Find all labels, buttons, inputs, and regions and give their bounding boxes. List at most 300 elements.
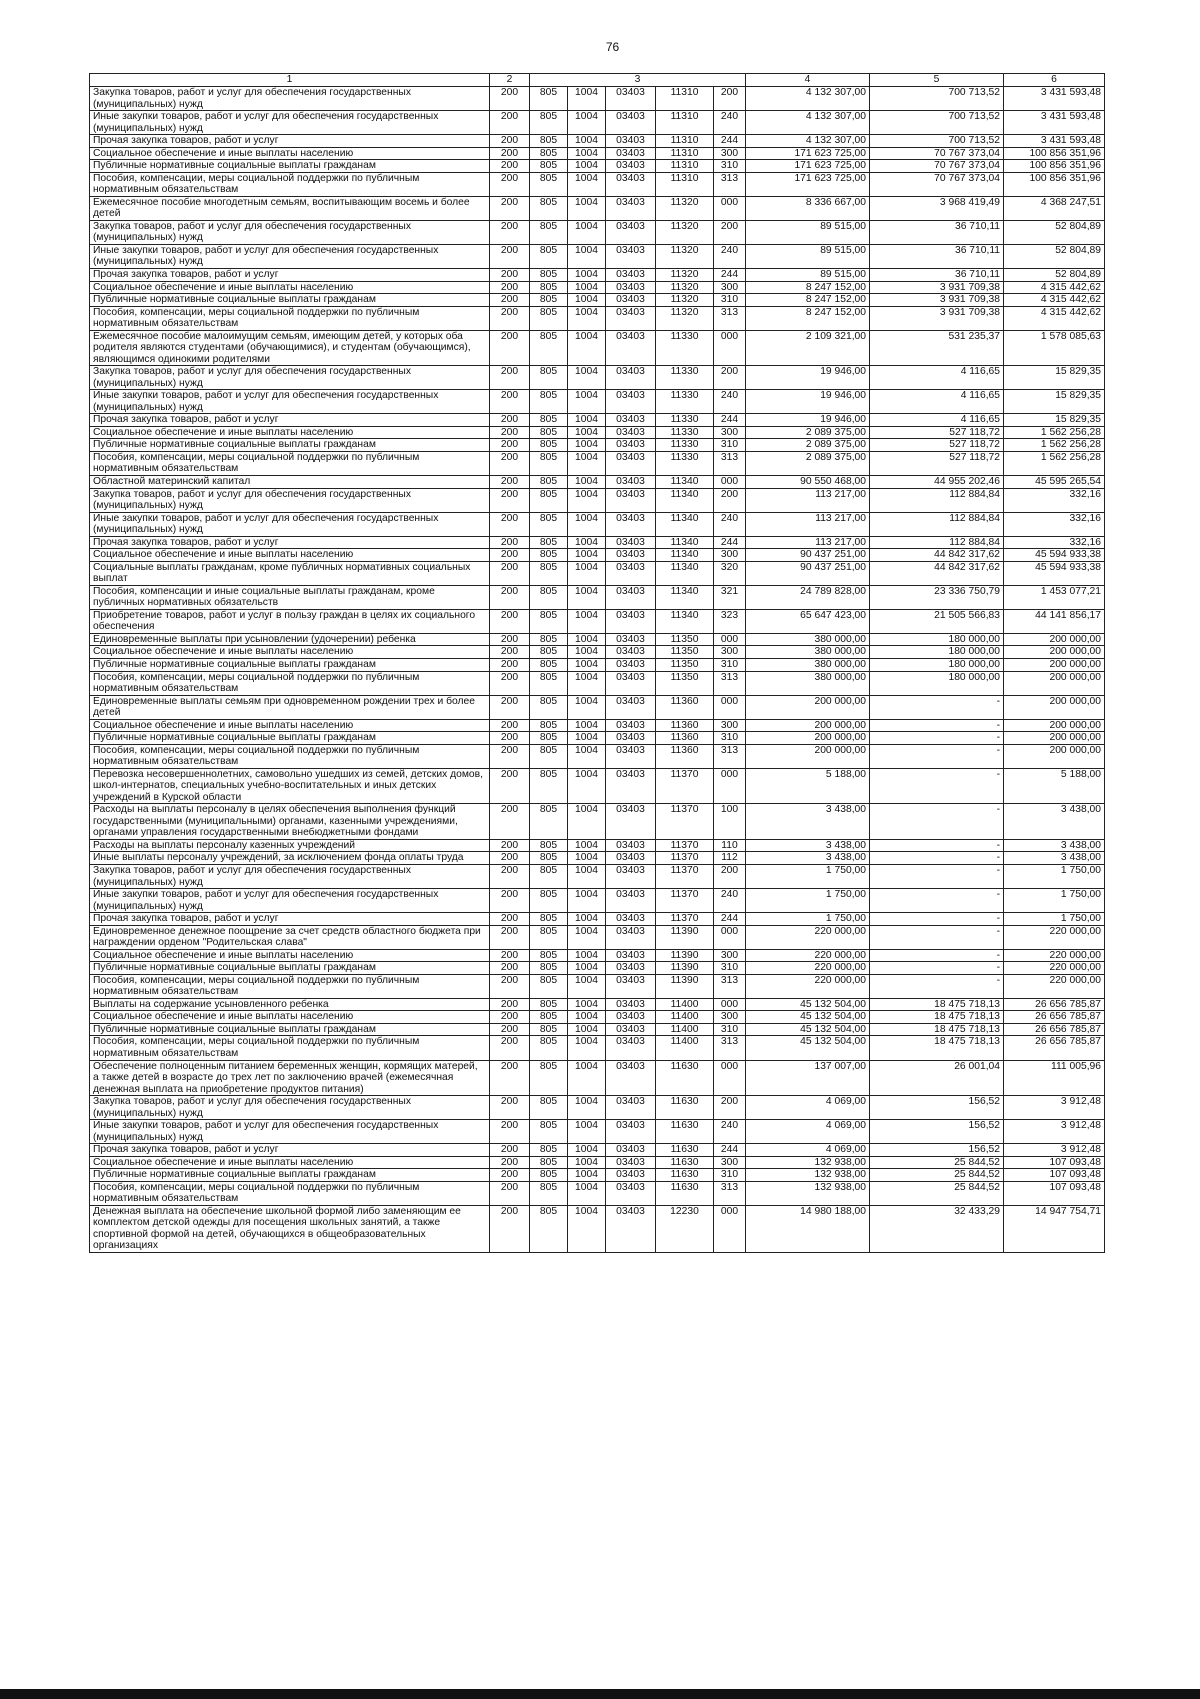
executed-amount: 26 001,04 — [870, 1060, 1004, 1096]
executed-amount: 180 000,00 — [870, 658, 1004, 671]
remaining-amount: 1 562 256,28 — [1004, 451, 1105, 475]
approved-amount: 45 132 504,00 — [746, 1036, 870, 1060]
section-code: 1004 — [568, 1060, 606, 1096]
table-row — [90, 196, 1105, 220]
program-code: 03403 — [606, 390, 656, 414]
table-row — [90, 366, 1105, 390]
section-code: 1004 — [568, 646, 606, 659]
chapter-code: 200 — [490, 561, 530, 585]
remaining-amount: 14 947 754,71 — [1004, 1205, 1105, 1252]
expense-type: 300 — [714, 1156, 746, 1169]
program-code: 03403 — [606, 1011, 656, 1024]
item-name: Пособия, компенсации, меры социальной поддержки по публичным нормативным обязательствам — [90, 172, 490, 196]
table-row — [90, 147, 1105, 160]
program-code: 03403 — [606, 160, 656, 173]
expense-type: 200 — [714, 220, 746, 244]
expense-type: 310 — [714, 1169, 746, 1182]
target-code: 11320 — [656, 306, 714, 330]
approved-amount: 65 647 423,00 — [746, 609, 870, 633]
ministry-code: 805 — [530, 1156, 568, 1169]
approved-amount: 380 000,00 — [746, 633, 870, 646]
program-code: 03403 — [606, 268, 656, 281]
expense-type: 300 — [714, 147, 746, 160]
approved-amount: 200 000,00 — [746, 732, 870, 745]
target-code: 11400 — [656, 1036, 714, 1060]
remaining-amount: 3 912,48 — [1004, 1120, 1105, 1144]
section-code: 1004 — [568, 719, 606, 732]
section-code: 1004 — [568, 476, 606, 489]
executed-amount: 18 475 718,13 — [870, 1023, 1004, 1036]
remaining-amount: 1 750,00 — [1004, 865, 1105, 889]
ministry-code: 805 — [530, 865, 568, 889]
expense-type: 200 — [714, 488, 746, 512]
expense-type: 000 — [714, 925, 746, 949]
target-code: 11630 — [656, 1156, 714, 1169]
item-name: Социальное обеспечение и иные выплаты населению — [90, 426, 490, 439]
executed-amount: 18 475 718,13 — [870, 1036, 1004, 1060]
target-code: 11350 — [656, 658, 714, 671]
remaining-amount: 4 315 442,62 — [1004, 281, 1105, 294]
executed-amount: 4 116,65 — [870, 390, 1004, 414]
item-name: Выплаты на содержание усыновленного ребенка — [90, 998, 490, 1011]
section-code: 1004 — [568, 1120, 606, 1144]
approved-amount: 8 336 667,00 — [746, 196, 870, 220]
program-code: 03403 — [606, 561, 656, 585]
program-code: 03403 — [606, 962, 656, 975]
section-code: 1004 — [568, 426, 606, 439]
item-name: Закупка товаров, работ и услуг для обеспечения государственных (муниципальных) нужд — [90, 1096, 490, 1120]
approved-amount: 2 089 375,00 — [746, 451, 870, 475]
approved-amount: 1 750,00 — [746, 913, 870, 926]
item-name: Пособия, компенсации, меры социальной поддержки по публичным нормативным обязательствам — [90, 974, 490, 998]
target-code: 11630 — [656, 1144, 714, 1157]
program-code: 03403 — [606, 1144, 656, 1157]
approved-amount: 2 089 375,00 — [746, 439, 870, 452]
section-code: 1004 — [568, 804, 606, 840]
chapter-code: 200 — [490, 1169, 530, 1182]
item-name: Пособия, компенсации, меры социальной поддержки по публичным нормативным обязательствам — [90, 306, 490, 330]
ministry-code: 805 — [530, 268, 568, 281]
target-code: 11390 — [656, 949, 714, 962]
ministry-code: 805 — [530, 536, 568, 549]
item-name: Публичные нормативные социальные выплаты гражданам — [90, 160, 490, 173]
program-code: 03403 — [606, 488, 656, 512]
table-row — [90, 451, 1105, 475]
item-name: Социальное обеспечение и иные выплаты населению — [90, 646, 490, 659]
executed-amount: 36 710,11 — [870, 220, 1004, 244]
remaining-amount: 15 829,35 — [1004, 390, 1105, 414]
approved-amount: 4 132 307,00 — [746, 87, 870, 111]
item-name: Пособия, компенсации, меры социальной поддержки по публичным нормативным обязательствам — [90, 671, 490, 695]
target-code: 11370 — [656, 913, 714, 926]
chapter-code: 200 — [490, 633, 530, 646]
chapter-code: 200 — [490, 366, 530, 390]
section-code: 1004 — [568, 294, 606, 307]
section-code: 1004 — [568, 87, 606, 111]
remaining-amount: 220 000,00 — [1004, 974, 1105, 998]
item-name: Социальное обеспечение и иные выплаты населению — [90, 719, 490, 732]
executed-amount: 18 475 718,13 — [870, 998, 1004, 1011]
ministry-code: 805 — [530, 172, 568, 196]
ministry-code: 805 — [530, 476, 568, 489]
table-row — [90, 1011, 1105, 1024]
item-name: Пособия, компенсации, меры социальной поддержки по публичным нормативным обязательствам — [90, 451, 490, 475]
expense-type: 323 — [714, 609, 746, 633]
item-name: Единовременное денежное поощрение за счет средств областного бюджета при награждении орденом "Родительская слава" — [90, 925, 490, 949]
item-name: Иные закупки товаров, работ и услуг для обеспечения государственных (муниципальных) нужд — [90, 889, 490, 913]
executed-amount: 44 842 317,62 — [870, 561, 1004, 585]
expense-type: 200 — [714, 87, 746, 111]
program-code: 03403 — [606, 451, 656, 475]
item-name: Пособия, компенсации, меры социальной поддержки по публичным нормативным обязательствам — [90, 1036, 490, 1060]
executed-amount: - — [870, 865, 1004, 889]
approved-amount: 14 980 188,00 — [746, 1205, 870, 1252]
table-row — [90, 1156, 1105, 1169]
chapter-code: 200 — [490, 839, 530, 852]
section-code: 1004 — [568, 244, 606, 268]
chapter-code: 200 — [490, 1060, 530, 1096]
page-number: 76 — [605, 40, 620, 54]
remaining-amount: 26 656 785,87 — [1004, 1023, 1105, 1036]
approved-amount: 380 000,00 — [746, 671, 870, 695]
executed-amount: 21 505 566,83 — [870, 609, 1004, 633]
remaining-amount: 200 000,00 — [1004, 719, 1105, 732]
approved-amount: 171 623 725,00 — [746, 160, 870, 173]
remaining-amount: 111 005,96 — [1004, 1060, 1105, 1096]
program-code: 03403 — [606, 658, 656, 671]
approved-amount: 2 109 321,00 — [746, 330, 870, 366]
executed-amount: 180 000,00 — [870, 671, 1004, 695]
section-code: 1004 — [568, 147, 606, 160]
expense-type: 240 — [714, 512, 746, 536]
expense-type: 240 — [714, 244, 746, 268]
ministry-code: 805 — [530, 390, 568, 414]
approved-amount: 8 247 152,00 — [746, 294, 870, 307]
section-code: 1004 — [568, 390, 606, 414]
approved-amount: 4 132 307,00 — [746, 111, 870, 135]
chapter-code: 200 — [490, 196, 530, 220]
executed-amount: 36 710,11 — [870, 244, 1004, 268]
approved-amount: 8 247 152,00 — [746, 306, 870, 330]
program-code: 03403 — [606, 1181, 656, 1205]
item-name: Ежемесячное пособие многодетным семьям, воспитывающим восемь и более детей — [90, 196, 490, 220]
remaining-amount: 15 829,35 — [1004, 414, 1105, 427]
target-code: 11310 — [656, 160, 714, 173]
ministry-code: 805 — [530, 147, 568, 160]
executed-amount: - — [870, 962, 1004, 975]
executed-amount: 3 931 709,38 — [870, 281, 1004, 294]
remaining-amount: 3 438,00 — [1004, 839, 1105, 852]
section-code: 1004 — [568, 196, 606, 220]
expense-type: 244 — [714, 913, 746, 926]
item-name: Закупка товаров, работ и услуг для обеспечения государственных (муниципальных) нужд — [90, 865, 490, 889]
remaining-amount: 200 000,00 — [1004, 671, 1105, 695]
section-code: 1004 — [568, 366, 606, 390]
section-code: 1004 — [568, 281, 606, 294]
table-row — [90, 561, 1105, 585]
expense-type: 313 — [714, 172, 746, 196]
remaining-amount: 100 856 351,96 — [1004, 147, 1105, 160]
executed-amount: 3 968 419,49 — [870, 196, 1004, 220]
expense-type: 313 — [714, 451, 746, 475]
remaining-amount: 3 431 593,48 — [1004, 111, 1105, 135]
target-code: 11340 — [656, 536, 714, 549]
header-col-2: 2 — [490, 74, 530, 87]
item-name: Прочая закупка товаров, работ и услуг — [90, 135, 490, 148]
executed-amount: 25 844,52 — [870, 1156, 1004, 1169]
chapter-code: 200 — [490, 1011, 530, 1024]
expense-type: 240 — [714, 1120, 746, 1144]
expense-type: 310 — [714, 962, 746, 975]
target-code: 11340 — [656, 609, 714, 633]
approved-amount: 89 515,00 — [746, 220, 870, 244]
executed-amount: - — [870, 913, 1004, 926]
chapter-code: 200 — [490, 852, 530, 865]
approved-amount: 90 550 468,00 — [746, 476, 870, 489]
ministry-code: 805 — [530, 732, 568, 745]
table-row — [90, 426, 1105, 439]
section-code: 1004 — [568, 451, 606, 475]
target-code: 11340 — [656, 549, 714, 562]
table-row — [90, 719, 1105, 732]
section-code: 1004 — [568, 889, 606, 913]
chapter-code: 200 — [490, 414, 530, 427]
executed-amount: - — [870, 889, 1004, 913]
program-code: 03403 — [606, 172, 656, 196]
remaining-amount: 1 562 256,28 — [1004, 439, 1105, 452]
section-code: 1004 — [568, 536, 606, 549]
ministry-code: 805 — [530, 839, 568, 852]
section-code: 1004 — [568, 1023, 606, 1036]
target-code: 11370 — [656, 804, 714, 840]
executed-amount: - — [870, 925, 1004, 949]
approved-amount: 4 069,00 — [746, 1120, 870, 1144]
executed-amount: - — [870, 732, 1004, 745]
expense-type: 313 — [714, 1181, 746, 1205]
remaining-amount: 200 000,00 — [1004, 744, 1105, 768]
header-col-5: 5 — [870, 74, 1004, 87]
item-name: Пособия, компенсации и иные социальные выплаты гражданам, кроме публичных нормативных обязательств — [90, 585, 490, 609]
expense-type: 200 — [714, 366, 746, 390]
expense-type: 000 — [714, 476, 746, 489]
target-code: 11390 — [656, 962, 714, 975]
remaining-amount: 26 656 785,87 — [1004, 1036, 1105, 1060]
program-code: 03403 — [606, 671, 656, 695]
item-name: Социальное обеспечение и иные выплаты населению — [90, 1156, 490, 1169]
remaining-amount: 1 750,00 — [1004, 889, 1105, 913]
executed-amount: 700 713,52 — [870, 111, 1004, 135]
ministry-code: 805 — [530, 1011, 568, 1024]
ministry-code: 805 — [530, 998, 568, 1011]
ministry-code: 805 — [530, 658, 568, 671]
approved-amount: 113 217,00 — [746, 536, 870, 549]
remaining-amount: 220 000,00 — [1004, 925, 1105, 949]
remaining-amount: 1 578 085,63 — [1004, 330, 1105, 366]
item-name: Прочая закупка товаров, работ и услуг — [90, 1144, 490, 1157]
expense-type: 000 — [714, 330, 746, 366]
program-code: 03403 — [606, 1060, 656, 1096]
program-code: 03403 — [606, 585, 656, 609]
chapter-code: 200 — [490, 87, 530, 111]
remaining-amount: 5 188,00 — [1004, 768, 1105, 804]
section-code: 1004 — [568, 1096, 606, 1120]
program-code: 03403 — [606, 147, 656, 160]
chapter-code: 200 — [490, 804, 530, 840]
program-code: 03403 — [606, 804, 656, 840]
chapter-code: 200 — [490, 281, 530, 294]
target-code: 11400 — [656, 998, 714, 1011]
table-body — [90, 87, 1105, 1253]
table-row — [90, 306, 1105, 330]
program-code: 03403 — [606, 244, 656, 268]
chapter-code: 200 — [490, 330, 530, 366]
section-code: 1004 — [568, 172, 606, 196]
item-name: Публичные нормативные социальные выплаты гражданам — [90, 732, 490, 745]
table-row — [90, 1144, 1105, 1157]
table-row — [90, 488, 1105, 512]
target-code: 11320 — [656, 220, 714, 244]
executed-amount: 180 000,00 — [870, 646, 1004, 659]
item-name: Единовременные выплаты при усыновлении (удочерении) ребенка — [90, 633, 490, 646]
section-code: 1004 — [568, 1156, 606, 1169]
item-name: Приобретение товаров, работ и услуг в пользу граждан в целях их социального обеспечения — [90, 609, 490, 633]
chapter-code: 200 — [490, 646, 530, 659]
executed-amount: - — [870, 949, 1004, 962]
ministry-code: 805 — [530, 1096, 568, 1120]
chapter-code: 200 — [490, 244, 530, 268]
target-code: 11360 — [656, 732, 714, 745]
program-code: 03403 — [606, 476, 656, 489]
program-code: 03403 — [606, 719, 656, 732]
executed-amount: 4 116,65 — [870, 414, 1004, 427]
ministry-code: 805 — [530, 1205, 568, 1252]
chapter-code: 200 — [490, 147, 530, 160]
remaining-amount: 200 000,00 — [1004, 646, 1105, 659]
table-row — [90, 852, 1105, 865]
ministry-code: 805 — [530, 1120, 568, 1144]
ministry-code: 805 — [530, 1023, 568, 1036]
expense-type: 310 — [714, 160, 746, 173]
chapter-code: 200 — [490, 1096, 530, 1120]
ministry-code: 805 — [530, 561, 568, 585]
ministry-code: 805 — [530, 1144, 568, 1157]
table-row — [90, 512, 1105, 536]
item-name: Пособия, компенсации, меры социальной поддержки по публичным нормативным обязательствам — [90, 744, 490, 768]
program-code: 03403 — [606, 330, 656, 366]
executed-amount: 527 118,72 — [870, 426, 1004, 439]
section-code: 1004 — [568, 585, 606, 609]
target-code: 11320 — [656, 294, 714, 307]
executed-amount: 70 767 373,04 — [870, 147, 1004, 160]
expense-type: 313 — [714, 974, 746, 998]
ministry-code: 805 — [530, 1181, 568, 1205]
budget-table — [89, 73, 1105, 1253]
target-code: 11330 — [656, 330, 714, 366]
executed-amount: 23 336 750,79 — [870, 585, 1004, 609]
target-code: 11370 — [656, 768, 714, 804]
item-name: Публичные нормативные социальные выплаты гражданам — [90, 962, 490, 975]
executed-amount: 156,52 — [870, 1144, 1004, 1157]
expense-type: 300 — [714, 646, 746, 659]
header-row — [90, 74, 1105, 87]
executed-amount: 44 842 317,62 — [870, 549, 1004, 562]
remaining-amount: 26 656 785,87 — [1004, 1011, 1105, 1024]
target-code: 11350 — [656, 646, 714, 659]
table-row — [90, 330, 1105, 366]
table-row — [90, 1120, 1105, 1144]
ministry-code: 805 — [530, 244, 568, 268]
target-code: 11390 — [656, 925, 714, 949]
executed-amount: 25 844,52 — [870, 1181, 1004, 1205]
remaining-amount: 3 438,00 — [1004, 804, 1105, 840]
table-row — [90, 732, 1105, 745]
scan-edge — [0, 1689, 1200, 1699]
program-code: 03403 — [606, 1120, 656, 1144]
section-code: 1004 — [568, 839, 606, 852]
program-code: 03403 — [606, 549, 656, 562]
expense-type: 310 — [714, 439, 746, 452]
program-code: 03403 — [606, 111, 656, 135]
table-row — [90, 390, 1105, 414]
table-row — [90, 476, 1105, 489]
program-code: 03403 — [606, 695, 656, 719]
expense-type: 100 — [714, 804, 746, 840]
executed-amount: - — [870, 974, 1004, 998]
remaining-amount: 200 000,00 — [1004, 633, 1105, 646]
chapter-code: 200 — [490, 732, 530, 745]
approved-amount: 4 132 307,00 — [746, 135, 870, 148]
approved-amount: 132 938,00 — [746, 1181, 870, 1205]
program-code: 03403 — [606, 439, 656, 452]
program-code: 03403 — [606, 87, 656, 111]
item-name: Прочая закупка товаров, работ и услуг — [90, 414, 490, 427]
remaining-amount: 52 804,89 — [1004, 268, 1105, 281]
executed-amount: 70 767 373,04 — [870, 172, 1004, 196]
program-code: 03403 — [606, 1036, 656, 1060]
ministry-code: 805 — [530, 330, 568, 366]
expense-type: 112 — [714, 852, 746, 865]
section-code: 1004 — [568, 695, 606, 719]
item-name: Прочая закупка товаров, работ и услуг — [90, 913, 490, 926]
section-code: 1004 — [568, 732, 606, 745]
approved-amount: 132 938,00 — [746, 1156, 870, 1169]
section-code: 1004 — [568, 512, 606, 536]
chapter-code: 200 — [490, 865, 530, 889]
expense-type: 000 — [714, 1060, 746, 1096]
chapter-code: 200 — [490, 172, 530, 196]
table-row — [90, 1023, 1105, 1036]
program-code: 03403 — [606, 536, 656, 549]
item-name: Иные закупки товаров, работ и услуг для обеспечения государственных (муниципальных) нужд — [90, 244, 490, 268]
target-code: 11320 — [656, 196, 714, 220]
approved-amount: 200 000,00 — [746, 744, 870, 768]
chapter-code: 200 — [490, 658, 530, 671]
table-row — [90, 865, 1105, 889]
remaining-amount: 45 594 933,38 — [1004, 561, 1105, 585]
chapter-code: 200 — [490, 536, 530, 549]
chapter-code: 200 — [490, 1181, 530, 1205]
target-code: 11350 — [656, 633, 714, 646]
remaining-amount: 4 315 442,62 — [1004, 306, 1105, 330]
section-code: 1004 — [568, 549, 606, 562]
program-code: 03403 — [606, 609, 656, 633]
header-col-4: 4 — [746, 74, 870, 87]
table-row — [90, 889, 1105, 913]
executed-amount: - — [870, 852, 1004, 865]
table-row — [90, 549, 1105, 562]
item-name: Публичные нормативные социальные выплаты гражданам — [90, 294, 490, 307]
section-code: 1004 — [568, 913, 606, 926]
